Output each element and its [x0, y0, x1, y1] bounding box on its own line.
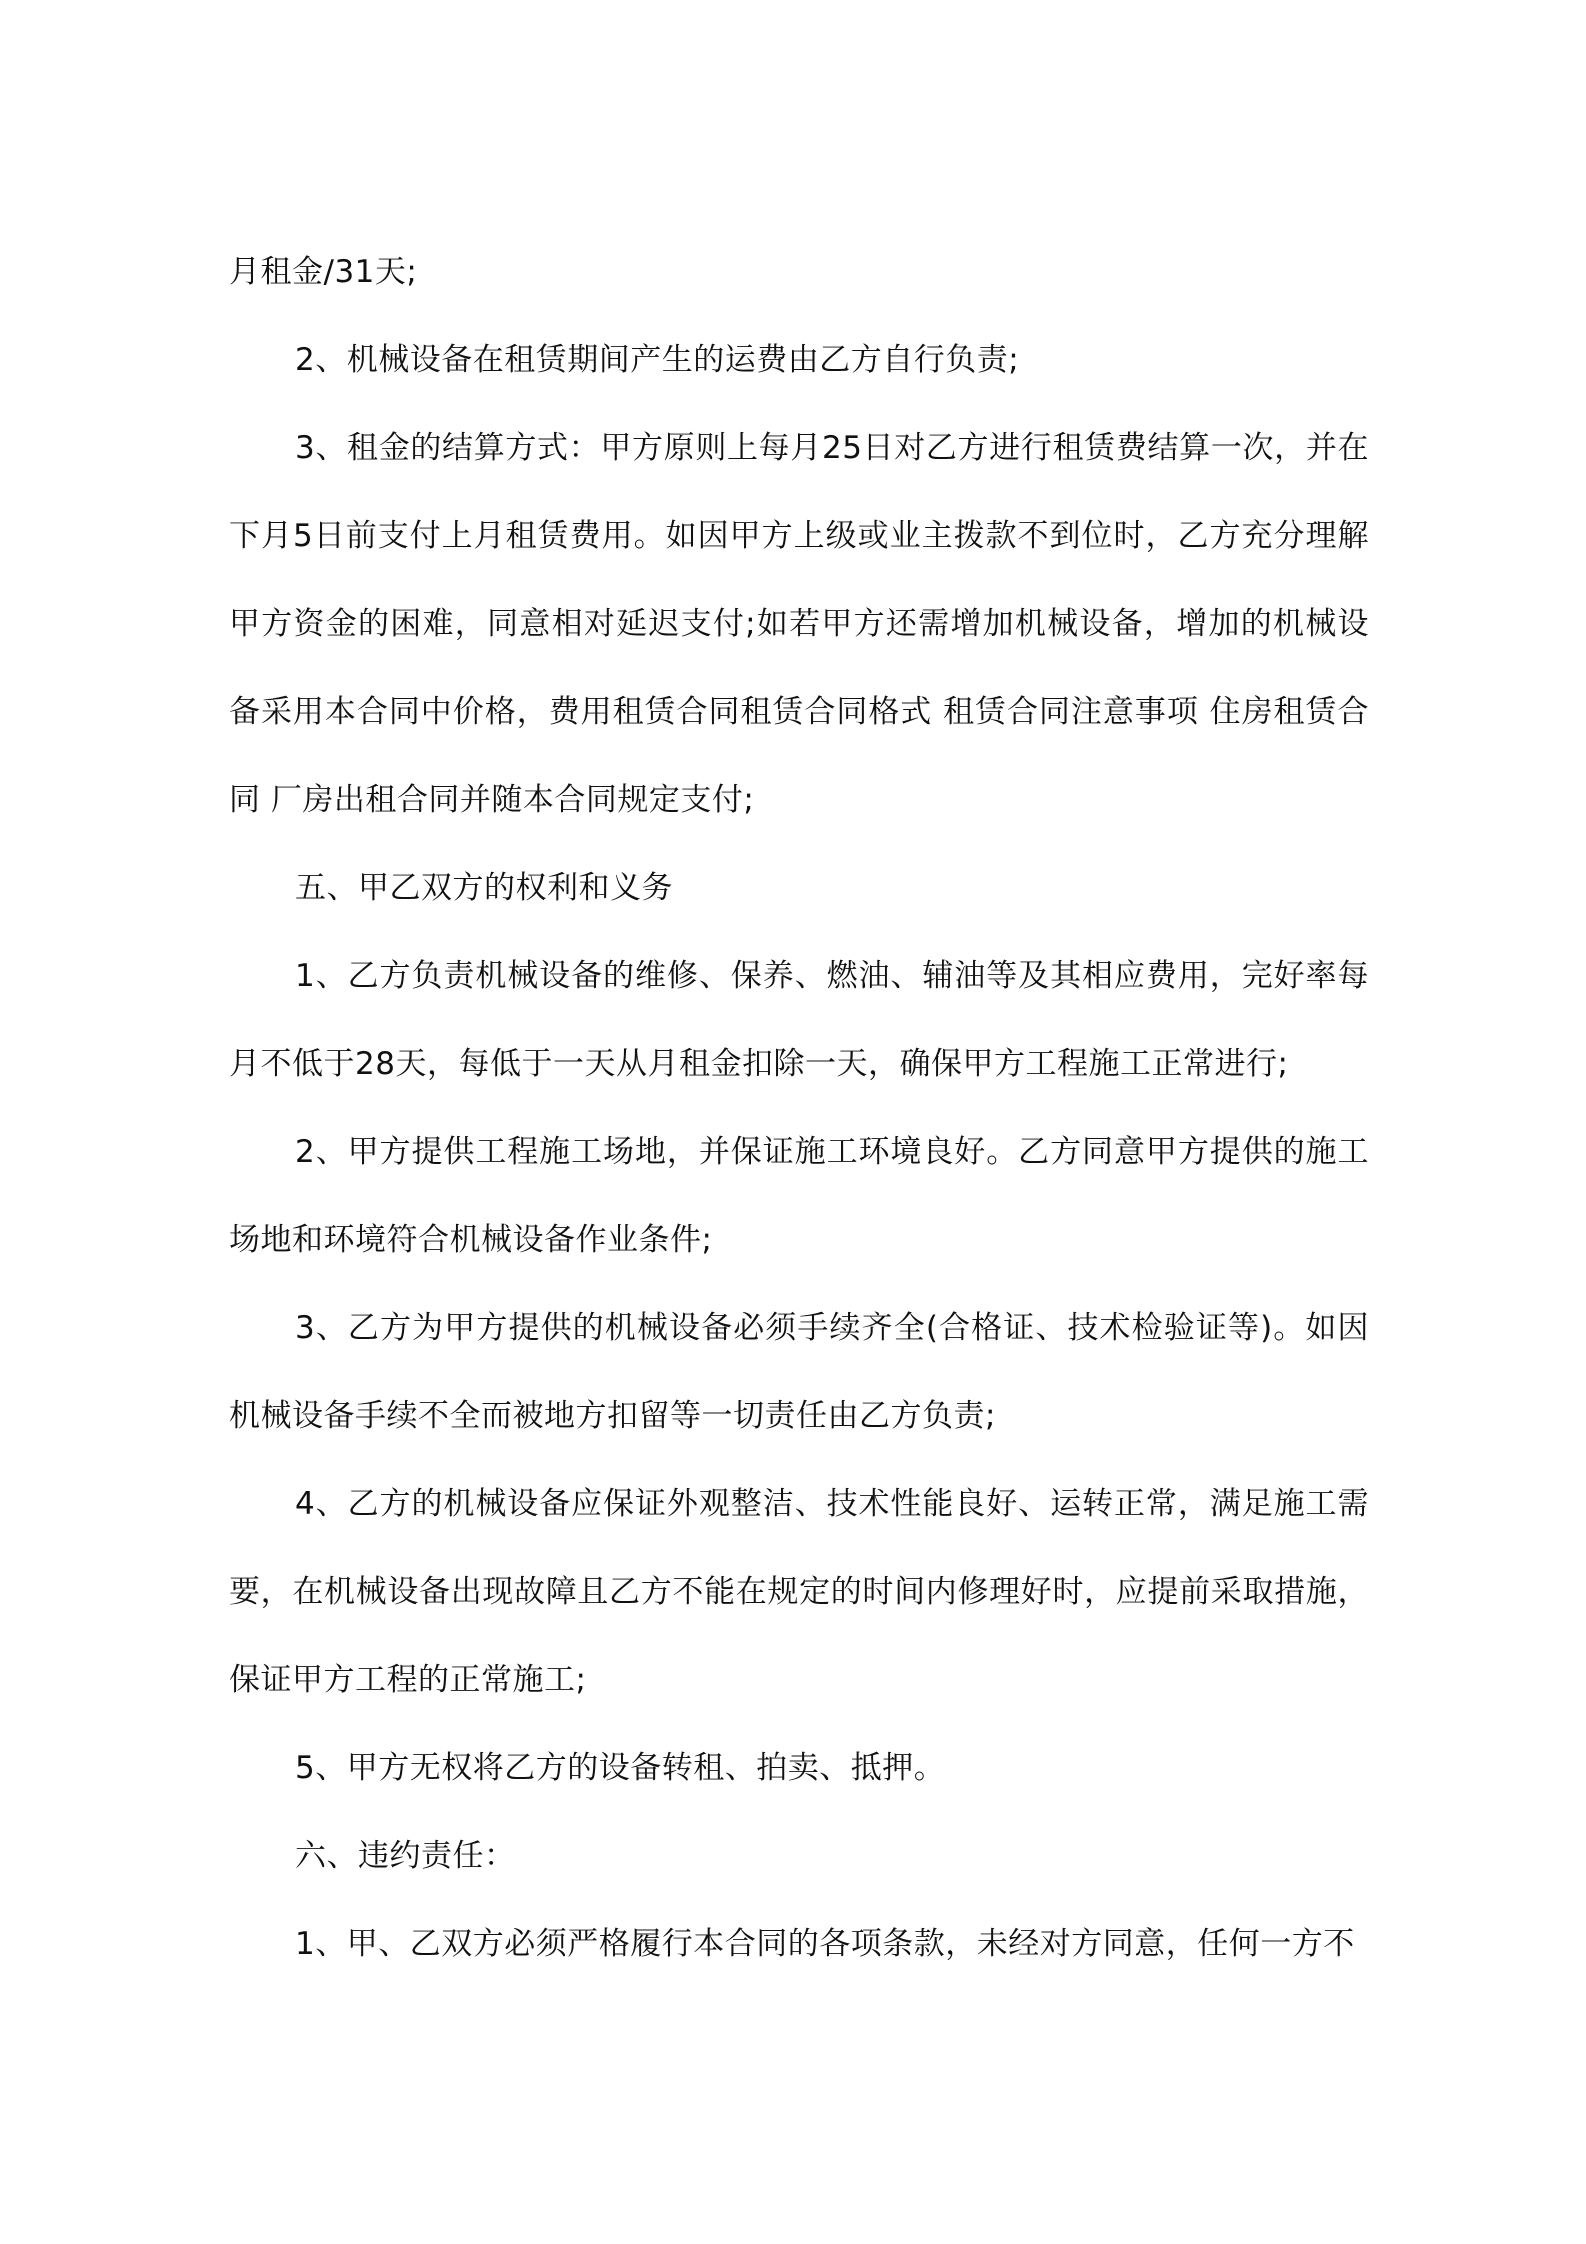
section-heading-rights-obligations: 五、甲乙双方的权利和义务 [295, 870, 673, 906]
document-body [229, 228, 1369, 1988]
paragraph-clause-breach-terms: 1、甲、乙双方必须严格履行本合同的各项条款，未经对方同意，任何一方不 [295, 1926, 1355, 1962]
paragraph-clause-no-sublease: 5、甲方无权将乙方的设备转租、拍卖、抵押。 [295, 1750, 946, 1786]
paragraph-clause-maintenance: 1、乙方负责机械设备的维修、保养、燃油、辅油等及其相应费用，完好率每月不低于28天，每低于一天从月租金扣除一天，确保甲方工程施工正常进行; [229, 958, 1369, 1082]
paragraph-clause-site: 2、甲方提供工程施工场地，并保证施工环境良好。乙方同意甲方提供的施工场地和环境符合机械设备作业条件; [229, 1134, 1369, 1258]
paragraph-clause-freight: 2、机械设备在租赁期间产生的运费由乙方自行负责; [295, 342, 1020, 378]
paragraph-rent-formula: 月租金/31天; [229, 254, 418, 290]
paragraph-clause-equipment-condition: 4、乙方的机械设备应保证外观整洁、技术性能良好、运转正常，满足施工需要，在机械设备出现故障且乙方不能在规定的时间内修理好时，应提前采取措施，保证甲方工程的正常施工; [229, 1486, 1369, 1698]
section-heading-breach: 六、违约责任： [295, 1838, 516, 1874]
paragraph-clause-documents: 3、乙方为甲方提供的机械设备必须手续齐全(合格证、技术检验证等)。如因机械设备手续不全而被地方扣留等一切责任由乙方负责; [229, 1310, 1369, 1434]
paragraph-clause-settlement: 3、租金的结算方式：甲方原则上每月25日对乙方进行租赁费结算一次，并在下月5日前支付上月租赁费用。如因甲方上级或业主拨款不到位时，乙方充分理解甲方资金的困难，同意相对延迟支付;如若甲方还需增加机械设备，增加的机械设备采用本合同中价格，费用租赁合同租赁合同格式 租赁合同注意事项 住房租赁合同 厂房出租合同并随本合同规定支付; [229, 430, 1369, 818]
